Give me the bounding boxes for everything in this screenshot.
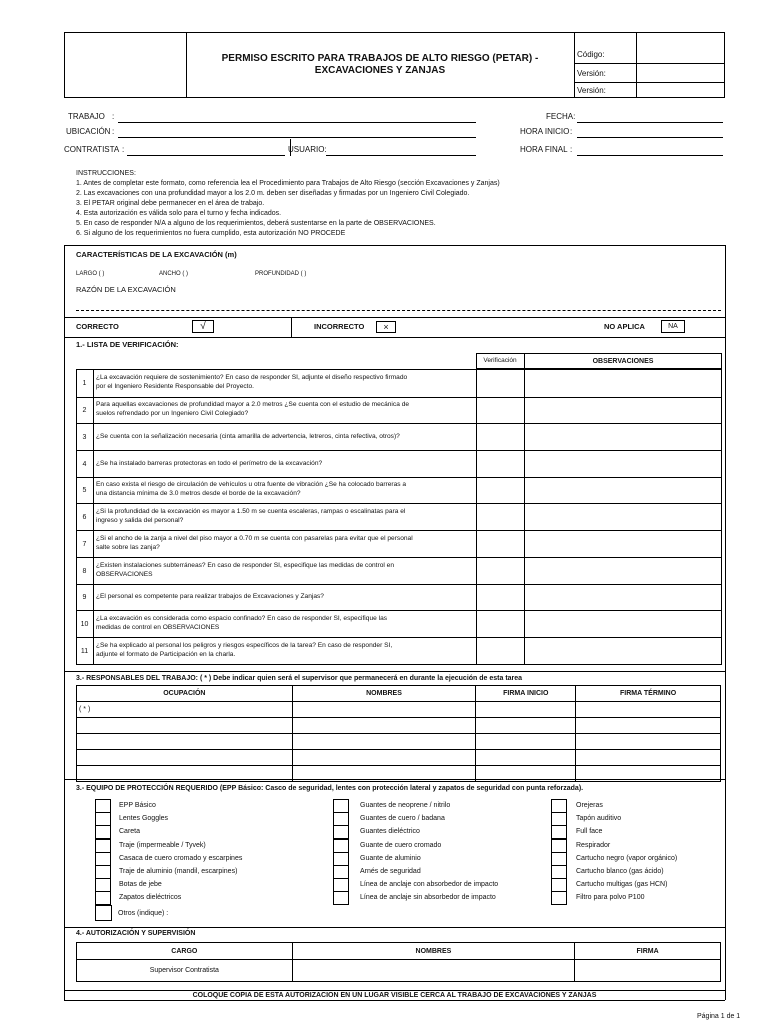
supervisor-cargo: Supervisor Contratista [77,960,293,982]
checklist-number: 9 [82,594,87,601]
instruction-1: 1. Antes de completar este formato, como referencia lea el Procedimiento para Trabajos de Alto Riesgo (sección Excavaciones y Zanjas) [76,180,500,187]
col-firma-inicio: FIRMA INICIO [476,686,576,702]
form-title-line1: PERMISO ESCRITO PARA TRABAJOS DE ALTO RIESGO (PETAR) - [221,53,539,64]
instruction-5: 5. En caso de responder N/A a alguno de los requerimientos, deberá sustentarse en la parte de OBSERVACIONES. [76,220,436,227]
usuario-field[interactable] [326,155,476,156]
checklist-question-cont: suelos refrendado por un Ingeniero Civil Colegiado? [96,410,249,417]
codigo-label: Código: [577,50,605,59]
observaciones-cell[interactable] [525,638,721,664]
col-ocupacion: OCUPACIÓN [77,686,293,702]
checklist-question: ¿Si el ancho de la zanja a nivel del piso mayor a 0.70 m se cuenta con pasarelas para evitar que el personal [96,534,413,542]
epp-checkbox[interactable] [333,839,349,853]
otros-checkbox[interactable] [95,905,112,921]
form-title-line2: EXCAVACIONES Y ZANJAS [314,65,446,76]
checklist-question-cont: medidas de control en OBSERVACIONES [96,623,220,631]
autorizacion-table [76,942,721,982]
fecha-field[interactable] [577,122,723,123]
checklist-question: ¿Existen instalaciones subterráneas? En caso de responder SI, especifique las medidas de control en [96,561,394,569]
epp-item-label: Cartucho multigas (gas HCN) [576,881,668,889]
epp-checkbox[interactable] [551,878,567,892]
hora-inicio-field[interactable] [577,137,723,138]
ubicacion-field[interactable] [118,137,476,138]
epp-checkbox[interactable] [333,878,349,892]
profundidad-field[interactable]: PROFUNDIDAD ( ) [255,271,307,277]
observaciones-cell[interactable] [525,370,721,397]
checklist-number: 8 [82,567,87,575]
col-firma-termino: FIRMA TÉRMINO [576,686,721,702]
correcto-label: CORRECTO [76,322,119,331]
epp-item-label: Full face [576,828,603,836]
checklist-question: ¿El personal es competente para realizar trabajos de Excavaciones y Zanjas? [96,593,324,600]
epp-item-label: Guantes de cuero / badana [360,815,445,823]
contratista-field[interactable] [127,155,285,156]
responsables-table [76,685,721,782]
epp-item-label: Arnés de seguridad [360,868,421,875]
supervisor-firma-cell[interactable] [575,960,721,982]
verificacion-cell[interactable] [477,370,523,397]
responsable-cell[interactable] [77,750,293,766]
instruction-6: 6. Si alguno de los requerimientos no fuera cumplido, esta autorización NO PROCEDE [76,230,346,237]
observaciones-cell[interactable] [525,424,721,450]
responsables-title: 3.- RESPONSABLES DEL TRABAJO: ( * ) Debe indicar quien será el supervisor que permanecerá en durante la ejecución de esta tarea [76,675,523,682]
epp-item-label: Orejeras [576,802,603,809]
incorrecto-label: INCORRECTO [314,322,365,331]
epp-checkbox[interactable] [95,812,111,826]
checklist-number: 7 [82,540,87,548]
fecha-label: FECHA: [546,112,576,121]
otros-label: Otros (indique) : [118,910,169,917]
no-aplica-label: NO APLICA [604,322,645,331]
checklist-question: ¿La excavación requiere de sostenimiento? En caso de responder SI, adjunte el diseño respectivo firmado [96,374,408,381]
checklist-title: 1.- LISTA DE VERIFICACIÓN: [76,340,179,349]
epp-checkbox[interactable] [95,891,111,905]
epp-item-label: Línea de anclaje con absorbedor de impacto [360,881,499,889]
usuario-label: USUARIO: [288,145,327,154]
col-cargo: CARGO [77,943,293,960]
epp-checkbox[interactable] [95,852,111,866]
epp-item-label: Botas de jebe [119,881,162,889]
checklist-question: ¿Se ha explicado al personal los peligros y riesgos específicos de la tarea? En caso de responder SI, [96,641,393,649]
epp-item-label: Guante de cuero cromado [360,841,442,849]
epp-checkbox[interactable] [551,839,567,853]
responsable-cell[interactable] [292,734,476,750]
responsable-cell[interactable]: ( * ) [77,702,293,718]
checklist-number: 2 [82,407,87,414]
observaciones-cell[interactable] [525,558,721,584]
checklist-question: Para aquellas excavaciones de profundidad mayor a 2.0 metros ¿Se cuenta con el estudio de mecánica de [96,401,410,408]
verificacion-cell[interactable] [477,611,523,637]
verificacion-cell[interactable] [477,638,523,664]
responsable-cell[interactable] [292,702,476,718]
page-number: Página 1 de 1 [697,1013,741,1020]
epp-item-label: Guante de aluminio [360,854,421,862]
epp-item-label: Zapatos dieléctricos [119,894,182,902]
verificacion-cell[interactable] [477,398,523,423]
epp-checkbox[interactable] [551,852,567,866]
epp-item-label: Lentes Goggles [119,815,169,823]
checklist-question-cont: adjunte el formato de Participación en la charla. [96,650,236,658]
epp-checkbox[interactable] [95,839,111,853]
verificacion-cell[interactable] [477,531,523,557]
responsable-cell[interactable] [77,734,293,750]
epp-item-label: Tapón auditivo [576,815,622,823]
epp-checkbox[interactable] [333,799,349,813]
epp-checkbox[interactable] [95,799,111,813]
epp-checkbox[interactable] [551,825,567,839]
observaciones-cell[interactable] [525,478,721,503]
version-label-2: Versión: [577,86,606,95]
checklist-number: 10 [80,620,89,628]
epp-item-label: Respirador [576,841,611,849]
epp-checkbox[interactable] [551,799,567,813]
epp-item-label: Filtro para polvo P100 [576,894,645,902]
supervisor-nombre-cell[interactable] [292,960,575,982]
responsable-cell[interactable] [476,750,576,766]
checklist-question: ¿La excavación es considerada como espacio confinado? En caso de responder SI, especifique las [96,614,388,622]
responsable-cell[interactable] [576,750,721,766]
epp-checkbox[interactable] [551,812,567,826]
checklist-question: ¿Se cuenta con la señalización necesaria (cinta amarilla de advertencia, letreros, cinta refectiva, otros)? [96,432,400,440]
ancho-field[interactable]: ANCHO ( ) [159,271,188,277]
observaciones-cell[interactable] [525,504,721,530]
hora-inicio-label: HORA INICIO [520,127,570,136]
epp-checkbox[interactable] [333,865,349,879]
instructions-title: INSTRUCCIONES: [76,170,136,177]
responsable-cell[interactable] [77,718,293,734]
epp-checkbox[interactable] [333,852,349,866]
epp-checkbox[interactable] [551,865,567,879]
col-auth-nombres: NOMBRES [292,943,575,960]
epp-item-label: Cartucho blanco (gas ácido) [576,868,664,875]
responsable-cell[interactable] [292,750,476,766]
epp-checkbox[interactable] [551,891,567,905]
epp-title: 3.- EQUIPO DE PROTECCIÓN REQUERIDO (EPP Básico: Casco de seguridad, lentes con protección lateral y zapatos de seguridad con punta reforzada). [76,785,584,792]
checklist-question-cont: por el Ingeniero Residente Responsable del Proyecto. [96,383,254,390]
razon-field[interactable] [76,310,721,311]
observaciones-cell[interactable] [525,451,721,477]
instruction-2: 2. Las excavaciones con una profundidad mayor a los 2.0 m. deben ser diseñadas y firmadas por un Ingeniero Civil Colegiado. [76,190,470,197]
verificacion-cell[interactable] [477,558,523,584]
incorrecto-mark-box: × [376,321,396,333]
checklist-question: En caso exista el riesgo de circulación de vehículos u otra fuente de vibración ¿Se ha colocado barreras a [96,481,407,488]
excavation-title: CARACTERÍSTICAS DE LA EXCAVACIÓN (m) [76,250,237,259]
observaciones-cell[interactable] [525,611,721,637]
checklist-question-cont: ingreso y salida del personal? [96,516,184,524]
checklist-question: ¿Se ha instalado barreras protectoras en todo el perímetro de la excavación? [96,459,323,467]
instruction-3: 3. El PETAR original debe permanecer en el área de trabajo. [76,200,265,207]
responsable-cell[interactable] [476,734,576,750]
epp-item-label: Careta [119,828,141,836]
checklist-question-cont: OBSERVACIONES [96,570,153,578]
observaciones-cell[interactable] [525,398,721,423]
razon-label: RAZÓN DE LA EXCAVACIÓN [76,285,176,294]
epp-item-label: Guantes de neoprene / nitrilo [360,802,451,809]
checklist-number: 6 [82,513,87,521]
col-nombres: NOMBRES [292,686,476,702]
col-verificacion: Verificación [483,357,517,364]
col-observaciones: OBSERVACIONES [592,358,654,365]
version-label-1: Versión: [577,69,606,78]
epp-checkbox[interactable] [95,865,111,879]
epp-checkbox[interactable] [95,878,111,892]
checklist-question-cont: una distancia mínima de 3.0 metros desde el borde de la excavación? [96,490,301,497]
ubicacion-label: UBICACIÓN [66,127,111,136]
epp-checkbox[interactable] [333,812,349,826]
checklist-number: 5 [82,487,87,494]
responsable-cell[interactable] [576,734,721,750]
responsable-cell[interactable] [292,718,476,734]
checklist-question-cont: salte sobre las zanja? [96,543,160,551]
contratista-label: CONTRATISTA [64,145,120,154]
hora-final-field[interactable] [577,155,723,156]
instruction-4: 4. Esta autorización es válida solo para el turno y fecha indicados. [76,210,282,217]
checklist-number: 3 [82,433,87,441]
footer-note: COLOQUE COPIA DE ESTA AUTORIZACION EN UN LUGAR VISIBLE CERCA AL TRABAJO DE EXCAVACIONES Y ZANJAS [192,992,597,999]
largo-field[interactable]: LARGO ( ) [76,271,105,277]
observaciones-cell[interactable] [525,585,721,610]
verificacion-cell[interactable] [477,585,523,610]
responsable-cell[interactable] [476,702,576,718]
trabajo-label: TRABAJO [68,112,105,121]
correcto-mark-box: √ [192,320,214,333]
verificacion-cell[interactable] [477,451,523,477]
verificacion-cell[interactable] [477,478,523,503]
epp-item-label: Línea de anclaje sin absorbedor de impacto [360,894,496,902]
epp-checkbox[interactable] [333,825,349,839]
epp-item-label: Traje (impermeable / Tyvek) [119,841,206,849]
no-aplica-mark-box: NA [661,320,685,333]
checklist-number: 4 [82,460,87,468]
responsable-cell[interactable] [576,702,721,718]
autorizacion-title: 4.- AUTORIZACIÓN Y SUPERVISIÓN [76,930,196,937]
epp-item-label: Casaca de cuero cromado y escarpines [119,854,243,862]
epp-item-label: EPP Básico [119,802,156,809]
verificacion-cell[interactable] [477,504,523,530]
hora-final-label: HORA FINAL [520,145,568,154]
epp-item-label: Guantes dieléctrico [360,828,420,836]
responsable-cell[interactable] [576,718,721,734]
checklist-question: ¿Si la profundidad de la excavación es mayor a 1.50 m se cuenta escaleras, rampas o escalinatas para el [96,507,406,515]
col-firma: FIRMA [575,943,721,960]
responsable-cell[interactable] [476,718,576,734]
checklist-number: 1 [82,380,87,387]
trabajo-field[interactable] [118,122,476,123]
epp-item-label: Traje de aluminio (mandil, escarpines) [119,868,238,875]
checklist-number: 11 [80,647,89,655]
epp-checkbox[interactable] [95,825,111,839]
epp-item-label: Cartucho negro (vapor orgánico) [576,854,678,862]
observaciones-cell[interactable] [525,531,721,557]
epp-checkbox[interactable] [333,891,349,905]
verificacion-cell[interactable] [477,424,523,450]
